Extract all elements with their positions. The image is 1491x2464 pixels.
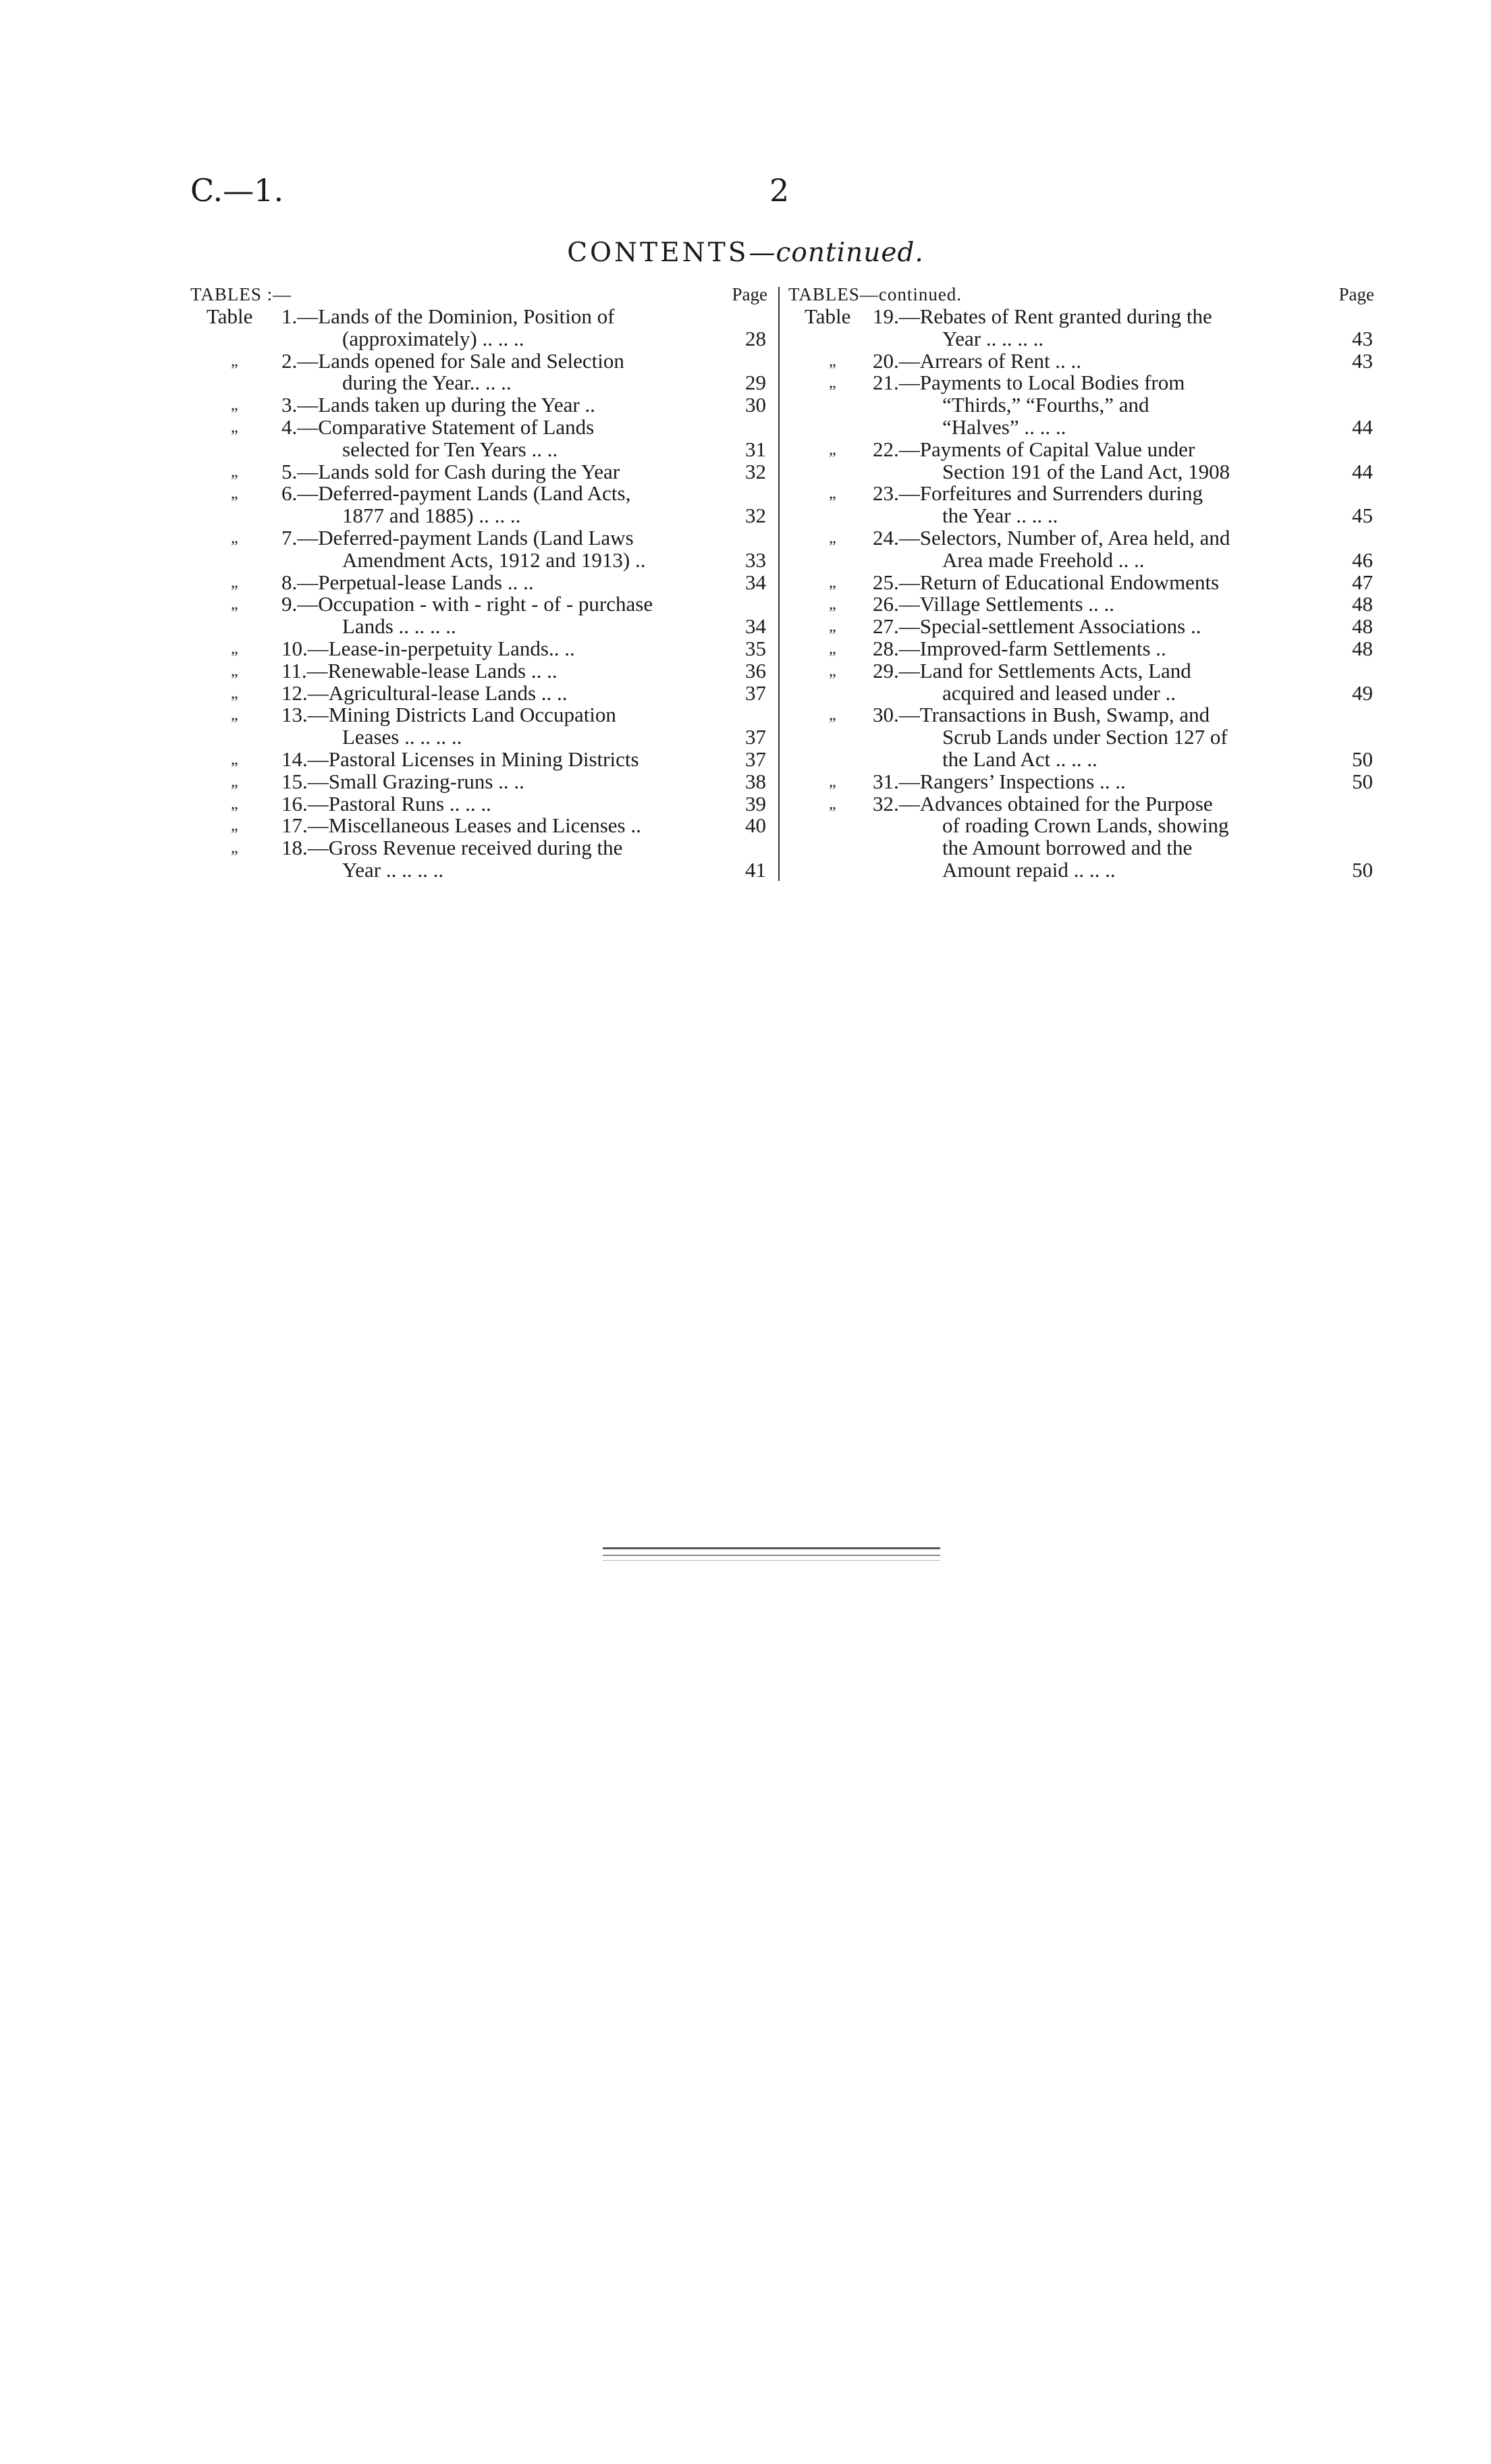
entry-line	[190, 572, 767, 594]
entry-line	[788, 616, 1374, 638]
entry-line	[788, 704, 1374, 726]
entry-text: 1.—Lands of the Dominion, Position of	[281, 304, 615, 328]
entry-text: Amendment Acts, 1912 and 1913) ..	[342, 547, 646, 572]
entry-text: 6.—Deferred-payment Lands (Land Acts,	[281, 481, 631, 506]
entry-line	[788, 837, 1374, 859]
page-number: 2	[769, 172, 790, 209]
ditto-mark: „	[231, 595, 238, 614]
entry-line	[190, 394, 767, 417]
contents-entry	[788, 483, 1374, 527]
title-suffix: —continued.	[749, 238, 924, 268]
contents-entry	[788, 616, 1374, 638]
entry-text: 10.—Lease-in-perpetuity Lands.. ..	[281, 636, 575, 660]
entry-text: 31.—Rangers’ Inspections .. ..	[873, 769, 1126, 793]
contents-entry	[190, 306, 767, 350]
entry-page-number: 28	[745, 326, 766, 350]
ditto-mark: „	[829, 662, 836, 680]
entry-page-number: 29	[745, 371, 766, 395]
entry-text: “Thirds,” “Fourths,” and	[942, 393, 1149, 417]
entry-page-number: 35	[745, 636, 766, 660]
end-rule	[603, 1547, 940, 1549]
ditto-mark: „	[231, 485, 238, 503]
entry-line	[788, 394, 1374, 417]
entry-text: 18.—Gross Revenue received during the	[281, 836, 623, 860]
contents-entry	[190, 527, 767, 572]
ditto-mark: „	[231, 839, 238, 857]
entry-line	[788, 749, 1374, 771]
divider-line	[778, 287, 780, 881]
ditto-mark: „	[829, 374, 836, 392]
entry-page-number: 48	[1352, 636, 1373, 660]
entry-page-number: 34	[745, 570, 766, 594]
entry-text: Scrub Lands under Section 127 of	[942, 725, 1228, 749]
entry-text: (approximately) .. .. ..	[342, 326, 524, 350]
entry-page-number: 50	[1352, 747, 1373, 771]
entry-page-number: 39	[745, 791, 766, 815]
entry-line	[788, 350, 1374, 373]
entry-text: 15.—Small Grazing-runs .. ..	[281, 769, 524, 793]
column-heading	[788, 284, 1374, 306]
entry-text: 16.—Pastoral Runs .. .. ..	[281, 791, 491, 815]
entry-text: 5.—Lands sold for Cash during the Year	[281, 459, 620, 483]
entry-line	[788, 660, 1374, 682]
entry-line	[190, 547, 767, 572]
contents-entry	[190, 414, 767, 461]
ditto-mark: „	[231, 529, 238, 547]
entry-page-number: 36	[745, 658, 766, 682]
ditto-mark: „	[231, 772, 238, 791]
entry-text: 21.—Payments to Local Bodies from	[873, 371, 1185, 395]
entry-page-number: 44	[1352, 414, 1373, 439]
entry-text: 13.—Mining Districts Land Occupation	[281, 703, 616, 727]
entry-text: 32.—Advances obtained for the Purpose	[873, 791, 1213, 815]
entry-text: 3.—Lands taken up during the Year ..	[281, 393, 595, 417]
entry-text: 24.—Selectors, Number of, Area held, and	[873, 525, 1230, 550]
entry-text: Year .. .. .. ..	[342, 857, 444, 882]
entry-text: 11.—Renewable-lease Lands .. ..	[281, 658, 558, 682]
ditto-mark: „	[829, 706, 836, 724]
entry-text: the Land Act .. .. ..	[942, 747, 1097, 771]
ditto-mark: „	[231, 418, 238, 436]
contents-entry	[190, 660, 767, 682]
entry-line	[190, 682, 767, 705]
entry-text: 14.—Pastoral Licenses in Mining Districts	[281, 747, 639, 771]
entry-page-number: 32	[745, 459, 766, 483]
contents-entry	[190, 771, 767, 793]
ditto-mark: „	[231, 817, 238, 835]
ditto-mark: „	[829, 529, 836, 547]
entry-line	[190, 726, 767, 749]
entry-text: 4.—Comparative Statement of Lands	[281, 414, 595, 439]
contents-entry	[788, 660, 1374, 705]
entry-page-number: 44	[1352, 459, 1373, 483]
entry-text: 12.—Agricultural-lease Lands .. ..	[281, 680, 568, 705]
ditto-mark: „	[829, 440, 836, 458]
contents-entry	[190, 394, 767, 417]
entry-line	[788, 414, 1374, 439]
entry-list	[190, 306, 767, 882]
ditto-mark: „	[231, 795, 238, 813]
entry-text: 20.—Arrears of Rent .. ..	[873, 348, 1082, 373]
entry-page-number: 41	[745, 857, 766, 882]
entry-text: 29.—Land for Settlements Acts, Land	[873, 658, 1191, 682]
entry-line	[190, 483, 767, 505]
ditto-mark: „	[829, 795, 836, 813]
ditto-mark: „	[829, 595, 836, 614]
entry-line	[190, 837, 767, 859]
entry-line	[190, 505, 767, 527]
ditto-mark: „	[231, 462, 238, 481]
entry-line	[190, 616, 767, 638]
entry-page-number: 38	[745, 769, 766, 793]
entry-page-number: 50	[1352, 769, 1373, 793]
entry-line	[788, 527, 1374, 550]
entry-page-number: 50	[1352, 857, 1373, 882]
entry-line	[190, 793, 767, 815]
ditto-mark: „	[231, 352, 238, 370]
entry-line	[190, 328, 767, 350]
contents-entry	[788, 771, 1374, 793]
entry-line	[190, 527, 767, 550]
entry-text: 19.—Rebates of Rent granted during the	[873, 304, 1212, 328]
ditto-mark: „	[829, 352, 836, 370]
entry-line	[190, 660, 767, 682]
entry-page-number: 37	[745, 747, 766, 771]
contents-entry	[788, 704, 1374, 770]
entry-page-number: 48	[1352, 614, 1373, 639]
entry-line	[788, 372, 1374, 394]
page-label: Page	[732, 284, 767, 304]
entry-text: “Halves” .. .. ..	[942, 414, 1066, 439]
entry-line	[190, 439, 767, 461]
contents-entry	[788, 793, 1374, 882]
entry-text: 28.—Improved-farm Settlements ..	[873, 636, 1166, 660]
entry-line	[190, 749, 767, 771]
entry-text: 22.—Payments of Capital Value under	[873, 437, 1195, 461]
entry-line	[788, 815, 1374, 837]
entry-line	[190, 306, 767, 328]
ditto-mark: „	[231, 573, 238, 591]
contents-entry	[190, 837, 767, 882]
ditto-mark: „	[829, 639, 836, 658]
table-prefix: Table	[805, 304, 851, 328]
entry-text: Lands .. .. .. ..	[342, 614, 456, 639]
entry-line	[788, 859, 1374, 882]
contents-entry	[190, 638, 767, 660]
contents-entry	[788, 439, 1374, 483]
ditto-mark: „	[829, 485, 836, 503]
entry-text: acquired and leased under ..	[942, 680, 1176, 705]
entry-text: 7.—Deferred-payment Lands (Land Laws	[281, 525, 634, 550]
ditto-mark: „	[231, 639, 238, 658]
entry-text: 9.—Occupation - with - right - of - purchase	[281, 592, 653, 616]
entry-page-number: 48	[1352, 592, 1373, 616]
entry-text: 23.—Forfeitures and Surrenders during	[873, 481, 1203, 506]
entry-text: 25.—Return of Educational Endowments	[873, 570, 1220, 594]
contents-left-column	[190, 284, 767, 882]
entry-text: 2.—Lands opened for Sale and Selection	[281, 348, 624, 373]
contents-entry	[190, 350, 767, 395]
contents-entry	[190, 461, 767, 483]
contents-entry	[788, 372, 1374, 438]
contents-entry	[190, 593, 767, 638]
entry-page-number: 37	[745, 680, 766, 705]
contents-entry	[788, 593, 1374, 616]
entry-text: the Amount borrowed and the	[942, 836, 1193, 860]
entry-line	[190, 815, 767, 837]
entry-line	[788, 439, 1374, 461]
entry-page-number: 33	[745, 547, 766, 572]
entry-line	[788, 593, 1374, 616]
entry-line	[190, 372, 767, 394]
entry-text: 27.—Special-settlement Associations ..	[873, 614, 1201, 639]
end-rule	[603, 1560, 940, 1561]
ditto-mark: „	[231, 396, 238, 414]
entry-text: Year .. .. .. ..	[942, 326, 1044, 350]
entry-line	[190, 461, 767, 483]
tables-heading: TABLES—continued.	[788, 284, 963, 304]
column-heading	[190, 284, 767, 306]
entry-list	[788, 306, 1374, 882]
ditto-mark: „	[829, 573, 836, 591]
contents-entry	[788, 638, 1374, 660]
entry-line	[788, 328, 1374, 350]
contents-entry	[190, 704, 767, 749]
entry-text: 8.—Perpetual-lease Lands .. ..	[281, 570, 534, 594]
entry-line	[788, 638, 1374, 660]
end-rule	[603, 1555, 940, 1556]
entry-text: of roading Crown Lands, showing	[942, 813, 1229, 838]
entry-text: 17.—Miscellaneous Leases and Licenses ..	[281, 813, 641, 838]
contents-entry	[788, 572, 1374, 594]
ditto-mark: „	[829, 772, 836, 791]
contents-entry	[190, 682, 767, 705]
tables-heading: TABLES :—	[190, 284, 292, 304]
entry-page-number: 34	[745, 614, 766, 639]
entry-page-number: 49	[1352, 680, 1373, 705]
table-prefix: Table	[207, 304, 253, 328]
entry-page-number: 47	[1352, 570, 1373, 594]
entry-page-number: 45	[1352, 504, 1373, 528]
entry-text: during the Year.. .. ..	[342, 371, 512, 395]
page-label: Page	[1338, 284, 1374, 304]
entry-line	[190, 638, 767, 660]
ditto-mark: „	[231, 684, 238, 702]
contents-entry	[190, 572, 767, 594]
entry-line	[190, 704, 767, 726]
contents-entry	[190, 749, 767, 771]
entry-line	[190, 414, 767, 439]
ditto-mark: „	[231, 662, 238, 680]
entry-page-number: 43	[1352, 326, 1373, 350]
entry-page-number: 30	[745, 393, 766, 417]
entry-line	[788, 771, 1374, 793]
entry-line	[788, 726, 1374, 749]
entry-text: Area made Freehold .. ..	[942, 547, 1145, 572]
entry-line	[190, 350, 767, 373]
entry-text: Leases .. .. .. ..	[342, 725, 462, 749]
ditto-mark: „	[231, 706, 238, 724]
entry-line	[788, 306, 1374, 328]
contents-entry	[190, 483, 767, 527]
entry-line	[788, 682, 1374, 705]
contents-right-column	[788, 284, 1374, 882]
ditto-mark: „	[231, 750, 238, 768]
entry-line	[788, 793, 1374, 815]
entry-text: selected for Ten Years .. ..	[342, 437, 558, 461]
entry-page-number: 46	[1352, 547, 1373, 572]
contents-entry	[788, 350, 1374, 373]
entry-page-number: 31	[745, 437, 766, 461]
entry-line	[190, 771, 767, 793]
ditto-mark: „	[829, 618, 836, 636]
entry-text: Section 191 of the Land Act, 1908	[942, 459, 1230, 483]
entry-line	[190, 593, 767, 616]
entry-page-number: 40	[745, 813, 766, 838]
entry-text: 26.—Village Settlements .. ..	[873, 592, 1115, 616]
entry-page-number: 32	[745, 504, 766, 528]
contents-entry	[788, 306, 1374, 350]
entry-line	[788, 461, 1374, 483]
contents-entry	[190, 815, 767, 837]
entry-text: Amount repaid .. .. ..	[942, 857, 1116, 882]
entry-text: the Year .. .. ..	[942, 504, 1058, 528]
entry-text: 1877 and 1885) .. .. ..	[342, 504, 521, 528]
entry-page-number: 37	[745, 725, 766, 749]
entry-line	[788, 547, 1374, 572]
contents-entry	[190, 793, 767, 815]
entry-line	[788, 572, 1374, 594]
title-main: CONTENTS	[567, 238, 749, 268]
entry-line	[788, 483, 1374, 505]
contents-title	[0, 238, 1491, 268]
page-header-code: C.—1.	[190, 172, 284, 209]
entry-page-number: 43	[1352, 348, 1373, 373]
entry-text: 30.—Transactions in Bush, Swamp, and	[873, 703, 1210, 727]
entry-line	[788, 505, 1374, 527]
entry-line	[190, 859, 767, 882]
contents-entry	[788, 527, 1374, 572]
